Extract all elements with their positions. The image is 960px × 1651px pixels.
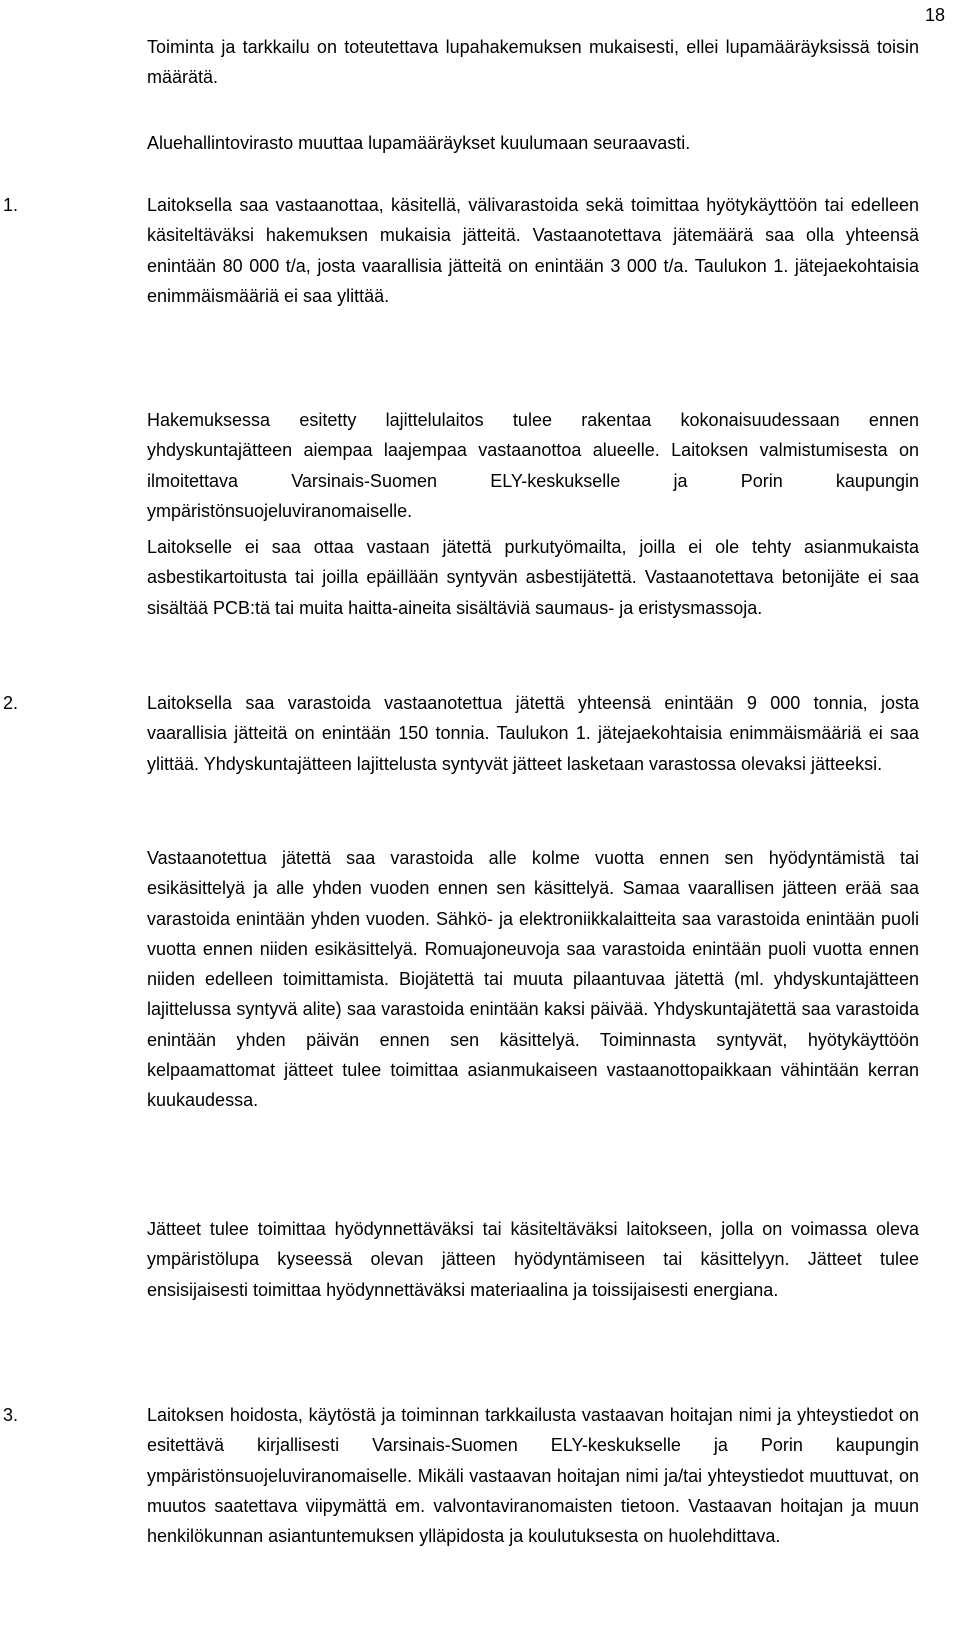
item-number-3: 3. <box>3 1405 19 1425</box>
page-number: 18 <box>924 5 945 25</box>
item-2-paragraph-1: Laitoksella saa varastoida vastaanotettua jätettä yhteensä enintään 9 000 tonnia, josta vaarallisia jätteitä on enintään 150 tonnia. Taulukon 1. jätejaekohtaisia enimmäismääriä ei saa ylittää. Yhdyskuntajätteen lajittelusta syntyvät jätteet lasketaan varastossa olevaksi jätteeksi. <box>147 693 919 774</box>
item-1-paragraph-3: Laitokselle ei saa ottaa vastaan jätettä purkutyömailta, joilla ei ole tehty asianmukaista asbestikartoitusta tai joilla epäillään syntyvän asbestijätettä. Vastaanotettava betonijäte ei saa sisältää PCB:tä tai muita haitta-aineita sisältäviä saumaus- ja eristysmassoja. <box>147 537 919 618</box>
item-2-paragraph-2: Vastaanotettua jätettä saa varastoida alle kolme vuotta ennen sen hyödyntämistä tai esikäsittelyä ja alle yhden vuoden ennen sen käsittelyä. Samaa vaarallisen jätteen erää saa varastoida enintään yhden vuoden. Sähkö- ja elektroniikkalaitteita saa varastoida enintään puoli vuotta ennen niiden esikäsittelyä. Romuajoneuvoja saa varastoida enintään puoli vuotta ennen niiden edelleen toimittamista. Biojätettä tai muuta pilaantuvaa jätettä (ml. yhdyskuntajätteen lajittelussa syntyvä alite) saa varastoida enintään kaksi päivää. Yhdyskuntajätettä saa varastoida enintään yhden päivän ennen sen käsittelyä. Toiminnasta syntyvät, hyötykäyttöön kelpaamattomat jätteet tulee toimittaa asianmukaiseen vastaanottopaikkaan vähintään kerran kuukaudessa. <box>147 848 919 1111</box>
item-2-paragraph-3: Jätteet tulee toimittaa hyödynnettäväksi tai käsiteltäväksi laitokseen, jolla on voimassa oleva ympäristölupa kyseessä olevan jätteen hyödyntämiseen tai käsittelyyn. Jätteet tulee ensisijaisesti toimittaa hyödynnettäväksi materiaalina ja toissijaisesti energiana. <box>147 1219 919 1300</box>
intro-paragraph-1: Toiminta ja tarkkailu on toteutettava lupahakemuksen mukaisesti, ellei lupamääräyksissä toisin määrätä. <box>147 37 919 88</box>
item-number-1: 1. <box>3 195 19 215</box>
item-1-paragraph-1: Laitoksella saa vastaanottaa, käsitellä, välivarastoida sekä toimittaa hyötykäyttöön tai edelleen käsiteltäväksi hakemuksen mukaisia jätteitä. Vastaanotettava jätemäärä saa olla yhteensä enintään 80 000 t/a, josta vaarallisia jätteitä on enintään 3 000 t/a. Taulukon 1. jätejaekohtaisia enimmäismääriä ei saa ylittää. <box>147 195 919 306</box>
item-number-2: 2. <box>3 693 19 713</box>
intro-paragraph-2: Aluehallintovirasto muuttaa lupamääräykset kuulumaan seuraavasti. <box>147 133 691 153</box>
item-3-paragraph-1: Laitoksen hoidosta, käytöstä ja toiminnan tarkkailusta vastaavan hoitajan nimi ja yhteystiedot on esitettävä kirjallisesti Varsinais-Suomen ELY-keskukselle ja Porin kaupungin ympäristönsuojeluviranomaiselle. Mikäli vastaavan hoitajan nimi ja/tai yhteystiedot muuttuvat, on muutos saatettava viipymättä em. valvontaviranomaisten tietoon. Vastaavan hoitajan ja muun henkilökunnan asiantuntemuksen ylläpidosta ja koulutuksesta on huolehdittava. <box>147 1405 919 1547</box>
item-1-paragraph-2: Hakemuksessa esitetty lajittelulaitos tulee rakentaa kokonaisuudessaan ennen yhdyskuntajätteen aiempaa laajempaa vastaanottoa alueelle. Laitoksen valmistumisesta on ilmoitettava Varsinais-Suomen ELY-keskukselle ja Porin kaupungin ympäristönsuojeluviranomaiselle. <box>147 410 919 521</box>
